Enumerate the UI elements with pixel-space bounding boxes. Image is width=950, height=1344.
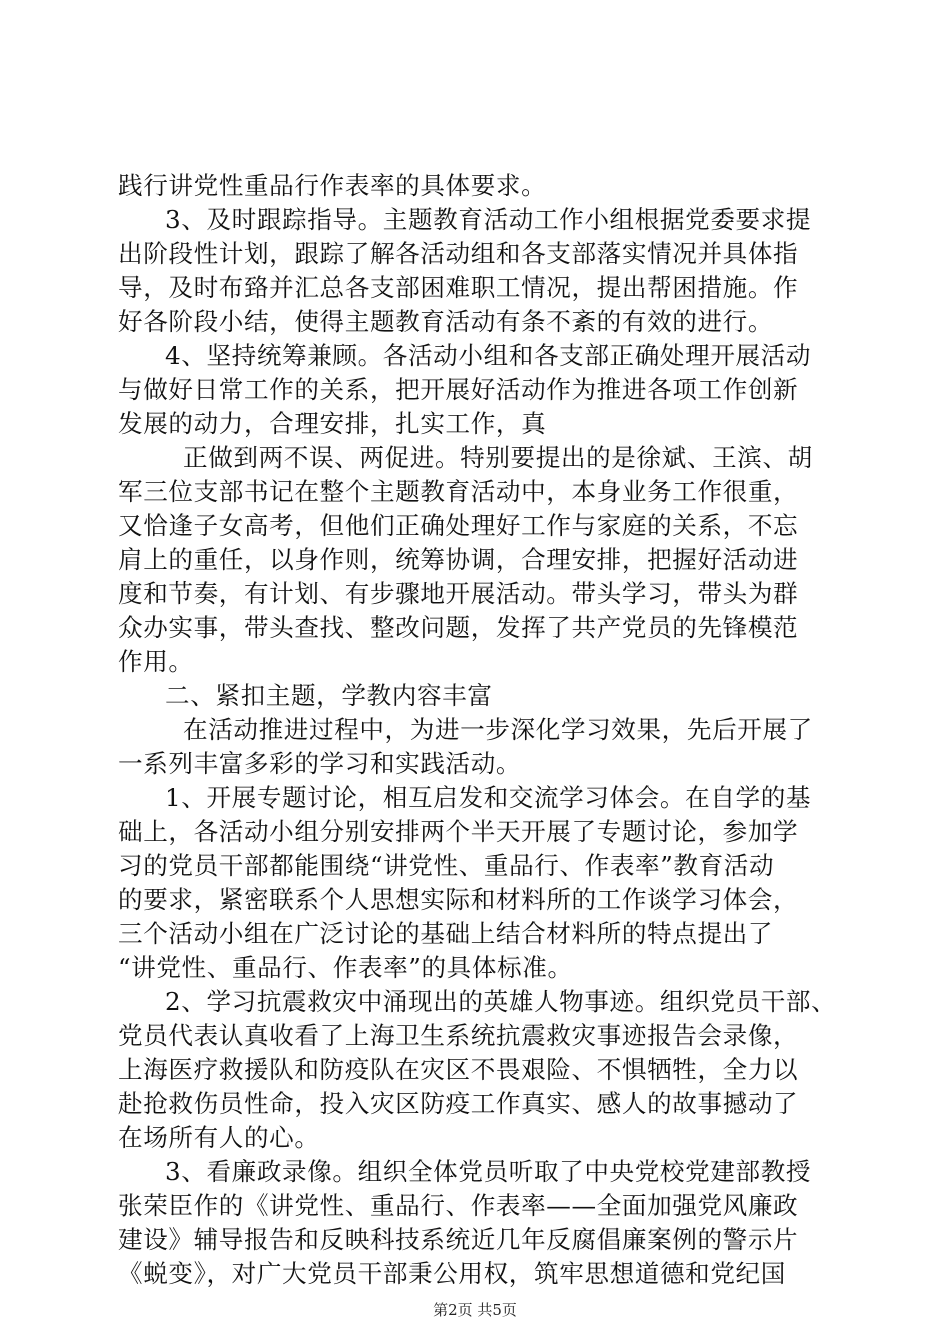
text-line: 众办实事，带头查找、整改问题，发挥了共产党员的先锋模范 — [118, 613, 799, 642]
text-line: 好各阶段小结，使得主题教育活动有条不紊的有效的进行。 — [118, 307, 774, 336]
text-line: 张荣臣作的《讲党性、重品行、作表率——全面加强党风廉政 — [118, 1191, 799, 1220]
text-line: 《蜕变》，对广大党员干部秉公用权，筑牢思想道德和党纪国 — [118, 1259, 786, 1288]
text-line: 践行讲党性重品行作表率的具体要求。 — [118, 171, 547, 200]
page-number: 第2页 共5页 — [433, 1301, 517, 1319]
text-line: 在活动推进过程中，为进一步深化学习效果，先后开展了 — [183, 715, 813, 744]
text-line: 发展的动力，合理安排，扎实工作，真 — [118, 409, 547, 438]
text-line: 1、开展专题讨论，相互启发和交流学习体会。在自学的基 — [165, 783, 812, 812]
text-line: 党员代表认真收看了上海卫生系统抗震救灾事迹报告会录像， — [118, 1021, 799, 1050]
text-line: 4、坚持统筹兼顾。各活动小组和各支部正确处理开展活动 — [165, 341, 812, 370]
text-line: 度和节奏，有计划、有步骤地开展活动。带头学习，带头为群 — [118, 579, 799, 608]
text-line: 一系列丰富多彩的学习和实践活动。 — [118, 749, 522, 778]
text-line: 建设》辅导报告和反映科技系统近几年反腐倡廉案例的警示片 — [118, 1225, 799, 1254]
text-line: 与做好日常工作的关系，把开展好活动作为推进各项工作创新 — [118, 375, 799, 404]
text-line: 军三位支部书记在整个主题教育活动中，本身业务工作很重， — [118, 477, 799, 506]
text-line: 上海医疗救援队和防疫队在灾区不畏艰险、不惧牺牲，全力以 — [118, 1055, 799, 1084]
section-heading: 二、紧扣主题，学教内容丰富 — [165, 681, 493, 710]
text-line: 又恰逢子女高考，但他们正确处理好工作与家庭的关系，不忘 — [118, 511, 799, 540]
text-line: 作用。 — [118, 647, 194, 676]
text-line: 出阶段性计划，跟踪了解各活动组和各支部落实情况并具体指 — [118, 239, 799, 268]
text-line: 三个活动小组在广泛讨论的基础上结合材料所的特点提出了 — [118, 919, 774, 948]
text-line: 3、看廉政录像。组织全体党员听取了中央党校党建部教授 — [165, 1157, 812, 1186]
text-line: 正做到两不误、两促进。特别要提出的是徐斌、王滨、胡 — [183, 443, 813, 472]
text-line: 3、及时跟踪指导。主题教育活动工作小组根据党委要求提 — [165, 205, 812, 234]
text-line: 导，及时布臵并汇总各支部困难职工情况，提出帮困措施。作 — [118, 273, 799, 302]
text-line: 的要求，紧密联系个人思想实际和材料所的工作谈学习体会， — [118, 885, 799, 914]
text-line: 础上，各活动小组分别安排两个半天开展了专题讨论，参加学 — [118, 817, 799, 846]
text-line: “讲党性、重品行、作表率”的具体标准。 — [118, 953, 573, 982]
text-line: 2、学习抗震救灾中涌现出的英雄人物事迹。组织党员干部、 — [165, 987, 837, 1016]
text-line: 赴抢救伤员性命，投入灾区防疫工作真实、感人的故事撼动了 — [118, 1089, 799, 1118]
text-line: 在场所有人的心。 — [118, 1123, 320, 1152]
text-line: 肩上的重任，以身作则，统筹协调，合理安排，把握好活动进 — [118, 545, 799, 574]
text-line: 习的党员干部都能围绕“讲党性、重品行、作表率”教育活动 — [118, 851, 775, 880]
